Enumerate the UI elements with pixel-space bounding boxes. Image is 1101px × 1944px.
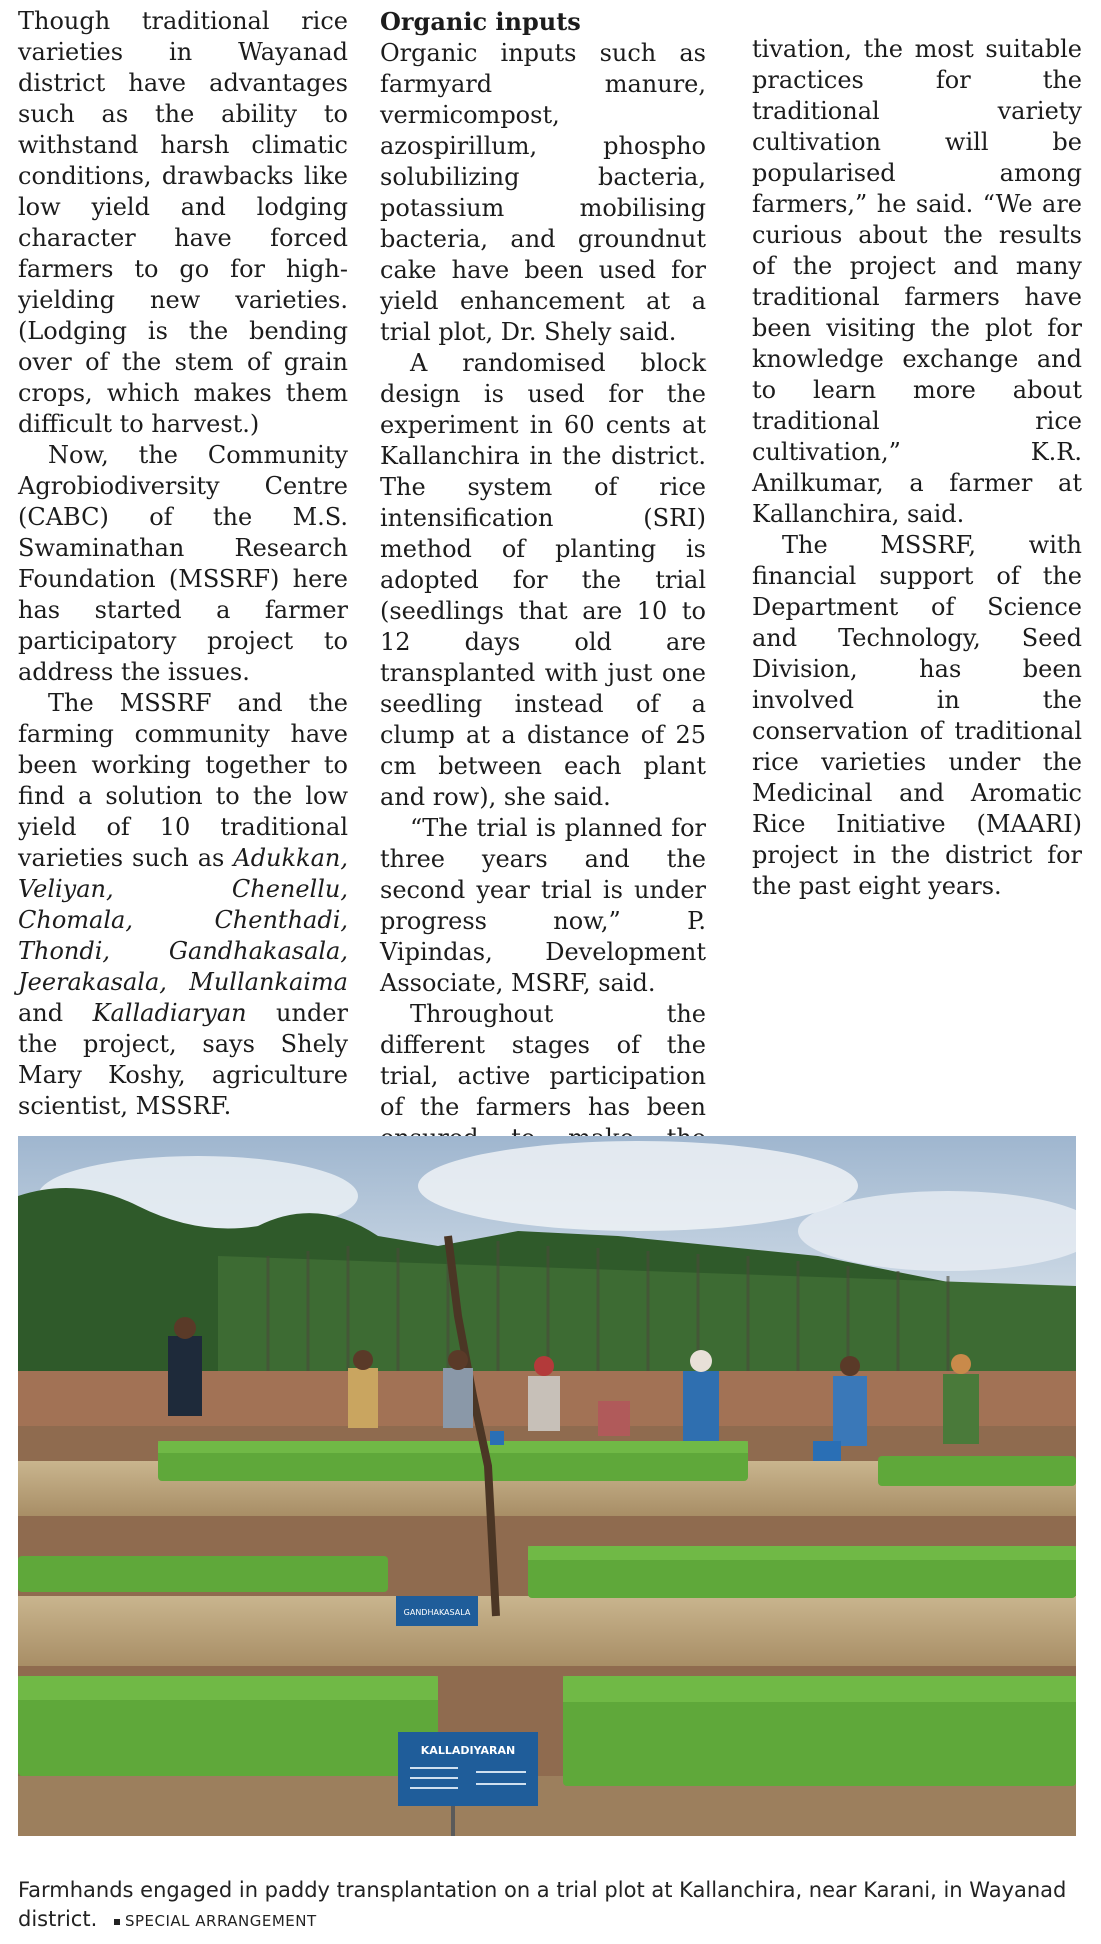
- paragraph: Though traditional rice varieties in Wayanad district have advantages such as the ability to withstand harsh climatic conditions, drawbacks like low yield and lodging character have forced farmers to go for high-yielding new varieties. (Lodging is the bending over of the stem of grain crops, which makes them difficult to harvest.): [18, 7, 348, 438]
- variety-name: Kalladiaryan: [92, 999, 247, 1027]
- paragraph-text: The MSSRF and the farming community have been working together to find a solution to the low yield of 10 traditional varieties such as: [18, 689, 348, 872]
- paragraph: “The trial is planned for three years and the second year trial is under progress now,” P. Vipindas, Development Associate, MSRF, said.: [380, 814, 706, 997]
- photo-credit: [114, 1912, 317, 1930]
- credit-text: SPECIAL ARRANGEMENT: [124, 1912, 317, 1930]
- article-column-2: [380, 6, 706, 1309]
- paragraph-text: under the project, says Shely Mary Koshy, agriculture scientist, MSSRF.: [18, 999, 348, 1120]
- paragraph: tivation, the most suitable practices for the traditional variety cultivation will be popularised among farmers,” he said. “We are curious about the results of the project and many traditional farmers have been visiting the plot for knowledge exchange and to learn more about traditional rice cultivation,” K.R. Anilkumar, a farmer at Kallanchira, said.: [752, 35, 1082, 528]
- svg-text:KALLADIYARAN: KALLADIYARAN: [420, 1744, 516, 1757]
- plot-sign-1: [396, 1596, 478, 1626]
- paragraph: [18, 688, 348, 1122]
- article-column-1: [18, 6, 348, 1122]
- paragraph: Now, the Community Agrobiodiversity Centre (CABC) of the M.S. Swaminathan Research Foundation (MSSRF) here has started a farmer participatory project to address the issues.: [18, 441, 348, 686]
- variety-names: Adukkan, Veliyan, Chenellu, Chomala, Chenthadi, Thondi, Gandhakasala, Jeerakasala, Mullankaima: [18, 844, 348, 996]
- paragraph: A randomised block design is used for the experiment in 60 cents at Kallanchira in the district. The system of rice intensification (SRI) method of planting is adopted for the trial (seedlings that are 10 to 12 days old are transplanted with just one seedling instead of a clump at a distance of 25 cm between each plant and row), she said.: [380, 349, 706, 811]
- paragraph: Throughout the different stages of the trial, active participation of the farmers has been: [380, 1000, 706, 1121]
- paragraph: The MSSRF, with financial support of the Department of Science and Technology, Seed Division, has been involved in the conservation of traditional rice varieties under the Medicinal and Aromatic Rice Initiative (MAARI) project in the district for the past eight years.: [752, 531, 1082, 900]
- paddy-field-photo: [18, 1136, 1076, 1836]
- credit-bullet-icon: [114, 1919, 120, 1925]
- subheading: Organic inputs: [380, 7, 581, 36]
- paragraph: Organic inputs such as farmyard manure, vermicompost, azospirillum, phospho solubilizing bacteria, potassium mobilising bacteria, and groundnut cake have been used for yield enhancement at a trial plot, Dr. Shely said.: [380, 39, 706, 346]
- svg-text:GANDHAKASALA: GANDHAKASALA: [403, 1608, 471, 1617]
- caption-text: Farmhands engaged in paddy transplantation on a trial plot at Kallanchira, near Karani, in Wayanad district.: [18, 1878, 1067, 1931]
- photo-illustration: [18, 1136, 1076, 1836]
- paragraph-text: and: [18, 999, 93, 1027]
- photo-caption: [18, 1876, 1078, 1936]
- article-column-3: [752, 34, 1082, 902]
